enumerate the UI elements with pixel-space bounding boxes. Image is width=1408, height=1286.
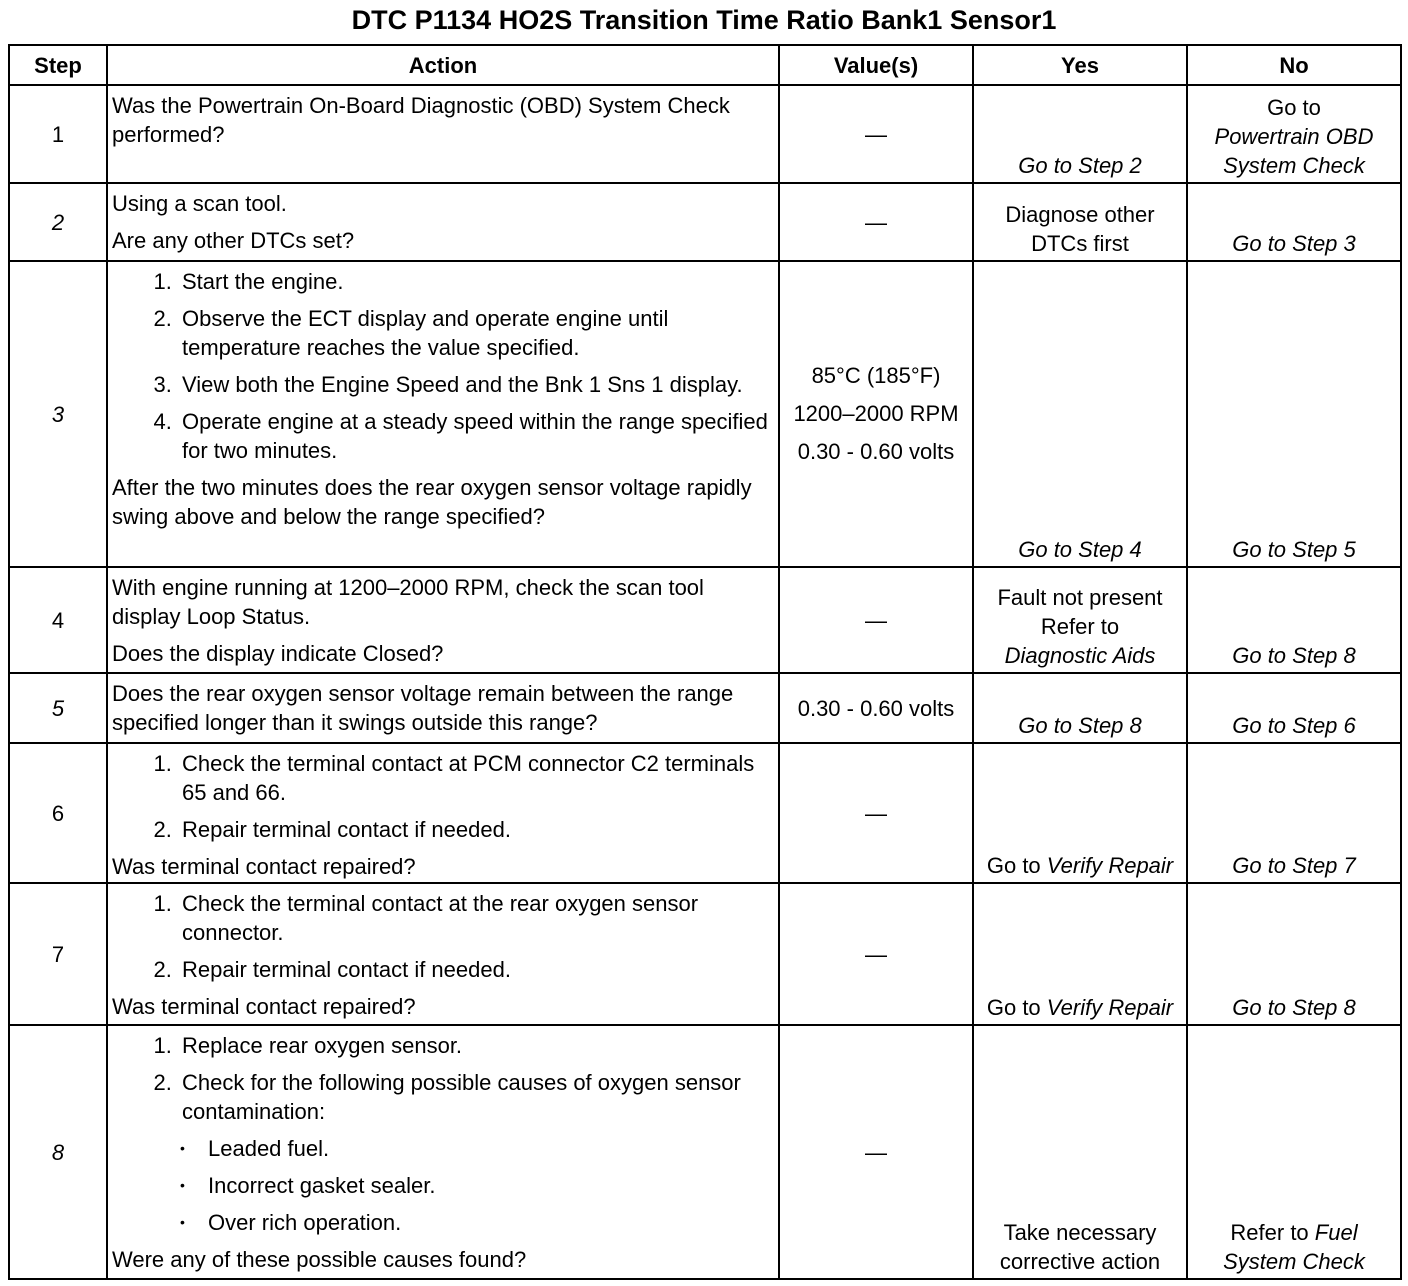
list-item: 1. Check the terminal contact at the rear oxygen sensor connector. (178, 889, 774, 947)
action-question: After the two minutes does the rear oxygen sensor voltage rapidly swing above and below the range specified? (112, 475, 752, 529)
table-row (9, 673, 1401, 743)
table-row (9, 567, 1401, 673)
list-item: 2. Repair terminal contact if needed. (178, 955, 774, 984)
value-voltage: 0.30 - 0.60 volts (797, 439, 955, 464)
no-text: Refer to (1230, 1220, 1309, 1245)
value-cell: — (779, 567, 973, 673)
no-italic: Fuel System Check (1223, 1220, 1365, 1274)
header-no: No (1187, 45, 1401, 85)
action-cell (107, 1025, 779, 1279)
step-number: 8 (9, 1025, 107, 1279)
step-number: 3 (9, 261, 107, 567)
step-number: 2 (9, 183, 107, 261)
action-question: Was terminal contact repaired? (112, 994, 416, 1019)
action-question: Does the rear oxygen sensor voltage remain between the range specified longer than it swings outside this range? (112, 681, 734, 735)
action-question: Were any of these possible causes found? (112, 1247, 527, 1272)
action-cell (107, 567, 779, 673)
list-item: 4. Operate engine at a steady speed within the range specified for two minutes. (178, 407, 774, 465)
step-number: 5 (9, 673, 107, 743)
yes-italic: Go to Step 8 (1018, 713, 1142, 738)
action-cell (107, 673, 779, 743)
table-row (9, 1025, 1401, 1279)
action-question: Are any other DTCs set? (112, 228, 355, 253)
value-rpm: 1200–2000 RPM (793, 401, 959, 426)
no-italic: Go to Step 6 (1232, 713, 1356, 738)
action-text: With engine running at 1200–2000 RPM, check the scan tool display Loop Status. (112, 575, 704, 629)
no-italic: Go to Step 8 (1232, 995, 1356, 1020)
yes-cell (973, 567, 1187, 673)
bullet-item: • Incorrect gasket sealer. (208, 1171, 774, 1200)
yes-italic: Verify Repair (1046, 995, 1174, 1020)
no-cell (1187, 261, 1401, 567)
action-cell (107, 883, 779, 1025)
yes-cell (973, 183, 1187, 261)
value-cell: 0.30 - 0.60 volts (779, 673, 973, 743)
no-cell (1187, 883, 1401, 1025)
no-cell (1187, 1025, 1401, 1279)
step-number: 1 (9, 85, 107, 183)
no-text: Go to (1267, 95, 1321, 120)
table-header-row (9, 45, 1401, 85)
yes-italic: Verify Repair (1046, 853, 1174, 878)
action-cell (107, 183, 779, 261)
table-row (9, 85, 1401, 183)
yes-text: Diagnose other DTCs first (1005, 202, 1155, 256)
table-row (9, 261, 1401, 567)
yes-cell (973, 743, 1187, 883)
yes-cell (973, 261, 1187, 567)
list-item: 1. Start the engine. (178, 267, 774, 296)
table-row (9, 743, 1401, 883)
bullet-item: • Leaded fuel. (208, 1134, 774, 1163)
action-cell (107, 261, 779, 567)
value-cell (779, 261, 973, 567)
action-steps (112, 1031, 774, 1126)
no-italic: Powertrain OBD System Check (1214, 124, 1374, 178)
action-text: Using a scan tool. (112, 191, 287, 216)
action-cell (107, 743, 779, 883)
diagnostic-table (8, 44, 1402, 1280)
action-steps (112, 889, 774, 984)
yes-text: Take necessary corrective action (999, 1220, 1161, 1274)
table-row (9, 183, 1401, 261)
yes-cell (973, 673, 1187, 743)
yes-italic: Go to Step 4 (1018, 537, 1142, 562)
list-item: 1. Replace rear oxygen sensor. (178, 1031, 774, 1060)
value-cell: — (779, 1025, 973, 1279)
yes-cell (973, 85, 1187, 183)
yes-text: Fault not present Refer to (997, 585, 1163, 639)
action-question: Was terminal contact repaired? (112, 854, 416, 879)
no-italic: Go to Step 3 (1232, 231, 1356, 256)
step-number: 7 (9, 883, 107, 1025)
no-italic: Go to Step 5 (1232, 537, 1356, 562)
no-cell (1187, 673, 1401, 743)
value-cell: — (779, 743, 973, 883)
list-item: 1. Check the terminal contact at PCM connector C2 terminals 65 and 66. (178, 749, 774, 807)
yes-text: Go to (986, 853, 1041, 878)
value-cell: — (779, 85, 973, 183)
yes-italic: Diagnostic Aids (1004, 643, 1156, 668)
header-action: Action (107, 45, 779, 85)
yes-cell (973, 1025, 1187, 1279)
yes-italic: Go to Step 2 (1018, 153, 1142, 178)
no-italic: Go to Step 7 (1232, 853, 1356, 878)
step-number: 4 (9, 567, 107, 673)
no-cell (1187, 85, 1401, 183)
table-row (9, 883, 1401, 1025)
yes-text: Go to (986, 995, 1041, 1020)
action-question: Does the display indicate Closed? (112, 641, 444, 666)
action-text: Was the Powertrain On-Board Diagnostic (OBD) System Check performed? (112, 93, 730, 147)
value-cell: — (779, 883, 973, 1025)
list-item: 2. Observe the ECT display and operate engine until temperature reaches the value specified. (178, 304, 774, 362)
action-cell (107, 85, 779, 183)
value-temperature: 85°C (185°F) (811, 363, 941, 388)
header-values: Value(s) (779, 45, 973, 85)
header-step: Step (9, 45, 107, 85)
cause-bullets (112, 1134, 774, 1237)
bullet-item: • Over rich operation. (208, 1208, 774, 1237)
no-cell (1187, 183, 1401, 261)
page-title: DTC P1134 HO2S Transition Time Ratio Bank1 Sensor1 (351, 5, 1057, 35)
action-steps (112, 267, 774, 465)
list-item: 2. Repair terminal contact if needed. (178, 815, 774, 844)
list-item: 2. Check for the following possible causes of oxygen sensor contamination: (178, 1068, 774, 1126)
step-number: 6 (9, 743, 107, 883)
list-item: 3. View both the Engine Speed and the Bnk 1 Sns 1 display. (178, 370, 774, 399)
action-steps (112, 749, 774, 844)
yes-cell (973, 883, 1187, 1025)
no-cell (1187, 743, 1401, 883)
value-cell: — (779, 183, 973, 261)
no-italic: Go to Step 8 (1232, 643, 1356, 668)
no-cell (1187, 567, 1401, 673)
header-yes: Yes (973, 45, 1187, 85)
